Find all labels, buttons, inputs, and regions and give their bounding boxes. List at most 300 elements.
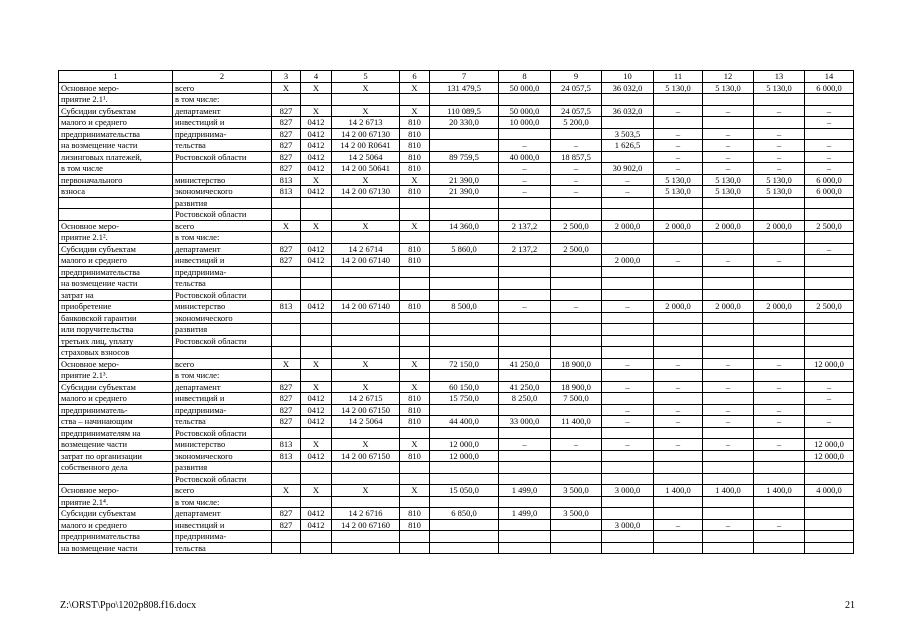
value-cell [602,450,654,462]
value-cell [332,347,400,359]
value-cell [301,94,332,106]
value-cell [703,289,754,301]
value-cell [499,347,551,359]
value-cell: X [332,174,400,186]
value-cell: X [332,485,400,497]
value-cell [703,393,754,405]
value-cell [754,209,805,221]
value-cell [332,335,400,347]
activity-cell: ства – начинающим [59,416,173,428]
activity-cell: Субсидии субъектам [59,243,173,255]
executor-cell: департамент [173,105,272,117]
value-cell [551,531,602,543]
value-cell [805,508,854,520]
value-cell: – [499,163,551,175]
executor-cell: в том числе: [173,94,272,106]
value-cell: 41 250,0 [499,381,551,393]
table-row [59,266,854,278]
value-cell [499,531,551,543]
value-cell: 827 [272,255,301,267]
table-row [59,186,854,198]
value-cell [332,496,400,508]
table-row [59,209,854,221]
activity-cell: затрат на [59,289,173,301]
value-cell [654,347,703,359]
value-cell [430,94,499,106]
value-cell [754,370,805,382]
value-cell [301,278,332,290]
value-cell [272,496,301,508]
value-cell: – [602,404,654,416]
value-cell: 12 000,0 [805,450,854,462]
value-cell: 813 [272,439,301,451]
table-row [59,117,854,129]
value-cell: – [654,519,703,531]
value-cell [301,232,332,244]
activity-cell: Основное меро- [59,485,173,497]
table-row [59,519,854,531]
value-cell: X [301,220,332,232]
value-cell: 0412 [301,508,332,520]
value-cell: 0412 [301,301,332,313]
value-cell [430,255,499,267]
value-cell [805,232,854,244]
value-cell [499,289,551,301]
value-cell [754,462,805,474]
value-cell [551,473,602,485]
value-cell: 810 [400,301,430,313]
value-cell: 40 000,0 [499,151,551,163]
value-cell: 813 [272,301,301,313]
value-cell [400,197,430,209]
value-cell: X [301,82,332,94]
value-cell: 5 130,0 [654,82,703,94]
header-cell: 1 [59,71,173,83]
value-cell [602,393,654,405]
value-cell: 2 000,0 [602,220,654,232]
value-cell [430,197,499,209]
value-cell: – [499,140,551,152]
value-cell [602,347,654,359]
value-cell [703,542,754,554]
table-row [59,381,854,393]
value-cell: – [654,439,703,451]
executor-cell: тельства [173,278,272,290]
value-cell [272,370,301,382]
value-cell [602,427,654,439]
value-cell [332,289,400,301]
value-cell [703,450,754,462]
value-cell [602,462,654,474]
value-cell: 4 000,0 [805,485,854,497]
value-cell [654,393,703,405]
header-cell: 14 [805,71,854,83]
value-cell [499,94,551,106]
header-cell: 9 [551,71,602,83]
value-cell [602,266,654,278]
table-row [59,105,854,117]
value-cell [754,312,805,324]
value-cell [430,232,499,244]
value-cell: 21 390,0 [430,174,499,186]
activity-cell: Основное меро- [59,82,173,94]
value-cell [499,232,551,244]
value-cell [703,335,754,347]
activity-cell: малого и среднего [59,255,173,267]
value-cell: 24 057,5 [551,82,602,94]
value-cell: 14 2 6714 [332,243,400,255]
value-cell [551,542,602,554]
value-cell [654,324,703,336]
table-row [59,278,854,290]
value-cell: X [301,358,332,370]
table-row [59,94,854,106]
activity-cell: банковской гарантии [59,312,173,324]
value-cell: X [332,439,400,451]
value-cell [400,370,430,382]
value-cell [805,289,854,301]
executor-cell: экономического [173,450,272,462]
table-row [59,312,854,324]
value-cell: 0412 [301,163,332,175]
value-cell [602,324,654,336]
value-cell [551,519,602,531]
value-cell [272,94,301,106]
value-cell [272,209,301,221]
value-cell: – [551,186,602,198]
value-cell: 0412 [301,151,332,163]
value-cell [272,289,301,301]
value-cell: 15 050,0 [430,485,499,497]
value-cell: 2 500,0 [551,243,602,255]
value-cell [430,427,499,439]
value-cell: X [272,220,301,232]
value-cell [703,117,754,129]
value-cell: X [272,358,301,370]
value-cell: 0412 [301,140,332,152]
value-cell [332,473,400,485]
activity-cell: страховых взносов [59,347,173,359]
value-cell [430,312,499,324]
value-cell [805,324,854,336]
value-cell: – [703,439,754,451]
executor-cell: инвестиций и [173,519,272,531]
value-cell [430,496,499,508]
value-cell: 0412 [301,416,332,428]
table-row [59,324,854,336]
executor-cell [173,163,272,175]
executor-cell: развития [173,324,272,336]
value-cell [551,450,602,462]
value-cell: 5 200,0 [551,117,602,129]
value-cell: – [805,393,854,405]
value-cell: 14 2 6716 [332,508,400,520]
value-cell [499,427,551,439]
activity-cell: предпринимателям на [59,427,173,439]
value-cell: 14 2 6713 [332,117,400,129]
value-cell [332,542,400,554]
value-cell: – [551,174,602,186]
value-cell [754,542,805,554]
value-cell [272,473,301,485]
value-cell [754,496,805,508]
value-cell [499,266,551,278]
value-cell: – [499,174,551,186]
value-cell: 3 500,0 [551,508,602,520]
value-cell [805,347,854,359]
value-cell [805,209,854,221]
value-cell [602,312,654,324]
value-cell [499,473,551,485]
value-cell [654,462,703,474]
activity-cell: взноса [59,186,173,198]
value-cell [703,462,754,474]
value-cell: 89 759,5 [430,151,499,163]
value-cell [754,324,805,336]
value-cell: 810 [400,404,430,416]
table-row [59,542,854,554]
executor-cell: всего [173,485,272,497]
value-cell: X [400,82,430,94]
value-cell [754,531,805,543]
executor-cell: Ростовской области [173,427,272,439]
value-cell [400,531,430,543]
header-cell: 11 [654,71,703,83]
value-cell: 2 000,0 [703,220,754,232]
value-cell: 0412 [301,128,332,140]
value-cell: – [703,404,754,416]
value-cell: 24 057,5 [551,105,602,117]
executor-cell [173,347,272,359]
executor-cell: инвестиций и [173,117,272,129]
value-cell [430,140,499,152]
value-cell: – [754,151,805,163]
value-cell: 2 000,0 [703,301,754,313]
value-cell [754,335,805,347]
executor-cell: Ростовской области [173,473,272,485]
value-cell: X [400,381,430,393]
value-cell [430,163,499,175]
value-cell [499,255,551,267]
value-cell: 810 [400,151,430,163]
activity-cell: приятие 2.1¹. [59,94,173,106]
executor-cell: департамент [173,381,272,393]
activity-cell [59,473,173,485]
table-row [59,462,854,474]
value-cell [754,473,805,485]
header-cell: 8 [499,71,551,83]
value-cell: 14 2 00 R0641 [332,140,400,152]
value-cell: – [703,519,754,531]
value-cell: 810 [400,393,430,405]
executor-cell: тельства [173,416,272,428]
value-cell [499,278,551,290]
value-cell [551,209,602,221]
value-cell: 2 137,2 [499,220,551,232]
value-cell [430,519,499,531]
table-row [59,220,854,232]
table-row [59,439,854,451]
value-cell [430,335,499,347]
value-cell [272,335,301,347]
value-cell: – [602,186,654,198]
value-cell: 72 150,0 [430,358,499,370]
value-cell [301,312,332,324]
table-row [59,197,854,209]
value-cell: 810 [400,519,430,531]
value-cell: 20 330,0 [430,117,499,129]
value-cell [430,266,499,278]
value-cell [805,335,854,347]
table-row [59,450,854,462]
table-row [59,531,854,543]
activity-cell: возмещение части [59,439,173,451]
executor-cell: предпринима- [173,531,272,543]
activity-cell: Основное меро- [59,358,173,370]
value-cell [301,324,332,336]
value-cell: – [602,439,654,451]
value-cell [272,232,301,244]
value-cell: 827 [272,117,301,129]
table-row [59,243,854,255]
value-cell: 15 750,0 [430,393,499,405]
value-cell [551,324,602,336]
executor-cell: инвестиций и [173,393,272,405]
value-cell [499,324,551,336]
activity-cell: или поручительства [59,324,173,336]
value-cell: – [551,163,602,175]
value-cell: – [602,301,654,313]
value-cell [499,209,551,221]
value-cell: 14 2 00 67140 [332,301,400,313]
value-cell: X [301,439,332,451]
value-cell [301,335,332,347]
value-cell [602,232,654,244]
table-row [59,174,854,186]
value-cell: – [602,358,654,370]
value-cell: 827 [272,105,301,117]
value-cell [654,289,703,301]
value-cell [754,393,805,405]
value-cell [499,335,551,347]
value-cell: – [499,186,551,198]
value-cell: – [602,416,654,428]
activity-cell: предпринимательства [59,266,173,278]
value-cell: – [703,128,754,140]
value-cell: 827 [272,140,301,152]
executor-cell: предпринима- [173,404,272,416]
value-cell: 0412 [301,519,332,531]
value-cell: 810 [400,186,430,198]
executor-cell: департамент [173,508,272,520]
value-cell [430,462,499,474]
value-cell: 6 000,0 [805,82,854,94]
value-cell: 827 [272,128,301,140]
value-cell [499,450,551,462]
value-cell: – [805,151,854,163]
value-cell [602,197,654,209]
value-cell: 44 400,0 [430,416,499,428]
activity-cell: третьих лиц, уплату [59,335,173,347]
value-cell: 827 [272,393,301,405]
value-cell [654,450,703,462]
value-cell [332,312,400,324]
value-cell [272,197,301,209]
value-cell [703,347,754,359]
value-cell [301,496,332,508]
value-cell [703,266,754,278]
value-cell: 5 130,0 [703,82,754,94]
value-cell [551,462,602,474]
value-cell: X [301,174,332,186]
value-cell: 14 2 5064 [332,151,400,163]
value-cell [400,289,430,301]
value-cell [805,278,854,290]
executor-cell: всего [173,358,272,370]
table-row [59,427,854,439]
value-cell: 827 [272,163,301,175]
value-cell: 12 000,0 [805,439,854,451]
activity-cell: предприниматель- [59,404,173,416]
value-cell: 2 500,0 [805,301,854,313]
value-cell: – [654,105,703,117]
value-cell [430,542,499,554]
value-cell: 18 900,0 [551,358,602,370]
value-cell: 5 130,0 [654,186,703,198]
value-cell [703,209,754,221]
value-cell [602,370,654,382]
header-cell: 7 [430,71,499,83]
value-cell [805,197,854,209]
value-cell: 2 000,0 [654,301,703,313]
value-cell: 11 400,0 [551,416,602,428]
value-cell [654,209,703,221]
value-cell [703,324,754,336]
value-cell: 0412 [301,255,332,267]
value-cell: 131 479,5 [430,82,499,94]
budget-table [58,70,854,554]
value-cell [602,243,654,255]
value-cell [602,473,654,485]
value-cell: X [400,358,430,370]
value-cell [703,531,754,543]
value-cell [499,197,551,209]
value-cell [551,266,602,278]
value-cell: 2 500,0 [805,220,854,232]
table-row [59,393,854,405]
activity-cell: на возмещение части [59,278,173,290]
value-cell: 5 130,0 [703,174,754,186]
table-row [59,508,854,520]
value-cell [332,462,400,474]
value-cell: 14 2 00 67140 [332,255,400,267]
value-cell: – [654,255,703,267]
budget-table-body [59,71,854,554]
activity-cell: малого и среднего [59,393,173,405]
file-path: Z:\ORST\Ppo\1202p808.f16.docx [60,600,197,611]
value-cell [805,519,854,531]
value-cell: 12 000,0 [805,358,854,370]
value-cell [703,94,754,106]
value-cell [272,347,301,359]
value-cell [602,496,654,508]
value-cell: – [703,255,754,267]
value-cell [272,278,301,290]
value-cell: 3 000,0 [602,485,654,497]
value-cell [301,266,332,278]
value-cell [430,289,499,301]
value-cell: 30 902,0 [602,163,654,175]
